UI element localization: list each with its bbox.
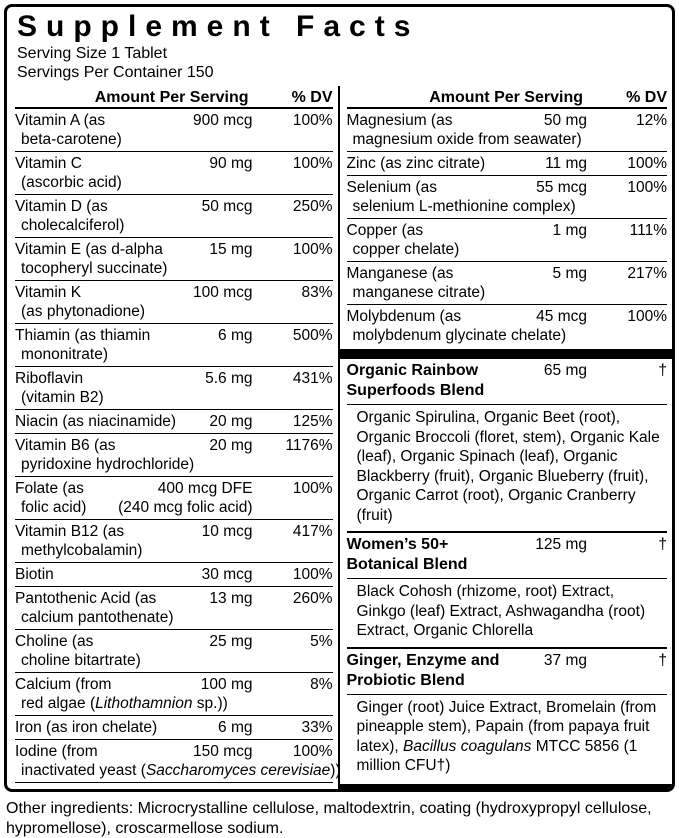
facts-columns [7,86,672,792]
panel-title: Supplement Facts [17,10,420,43]
nutrient-name: Manganese (as [346,265,454,282]
nutrient-dv: 12% [635,112,667,129]
servings-per-container: Servings Per Container 150 [17,63,214,81]
nutrient-dv: 83% [301,284,333,301]
nutrient-name: selenium L-methionine complex) [352,198,576,215]
nutrient-name: (ascorbic acid) [21,174,122,191]
nutrient-amount: 13 mg [209,590,253,607]
blend-header [347,359,668,404]
nutrient-dv: 111% [629,222,667,239]
nutrient-dv: 100% [292,241,333,258]
blend-title: Organic Rainbow [346,362,479,379]
nutrient-row [347,109,668,151]
nutrient-name: (as phytonadione) [21,303,146,320]
nutrient-name: mononitrate) [21,346,109,363]
nutrient-amount: 20 mg [209,413,253,430]
nutrient-name: Biotin [15,566,54,583]
nutrient-dv: 125% [292,413,333,430]
nutrient-name: inactivated yeast (Saccharomyces cerevisiae)) [21,762,341,779]
blend-row [347,359,668,531]
nutrient-amount: 900 mcg [193,112,253,129]
nutrient-dv: 100% [627,179,667,196]
nutrient-amount: 6 mg [218,327,253,344]
nutrient-name: Vitamin B6 (as [15,437,116,454]
nutrient-dv: 100% [292,112,333,129]
nutrient-row [15,519,333,562]
left-column [7,86,340,792]
nutrient-row [347,218,668,261]
nutrient-dv: 417% [292,523,333,540]
nutrient-name: Folate (as [15,480,84,497]
amount-per-serving-header: Amount Per Serving [429,89,583,106]
nutrient-amount: 1 mg [552,222,587,239]
blend-ingredients: Organic Spirulina, Organic Beet (root), Organic Broccoli (floret, stem), Organic Kale (leaf), Organic Spinach (leaf), Organic Blackberry (fruit), Organic Blueberry (fruit), Organic Carrot (root), Organic Cranberry (fruit) [347,404,668,531]
nutrient-dv: 100% [292,480,333,497]
nutrient-row [15,280,333,323]
right-column-header [347,86,668,109]
nutrient-row [15,237,333,280]
nutrient-name: tocopheryl succinate) [21,260,168,277]
blend-row [347,647,668,782]
nutrient-name: cholecalciferol) [21,217,125,234]
nutrient-dv: 100% [627,155,667,172]
blend-amount: 125 mg [535,536,587,553]
right-nutrient-list [347,109,668,347]
nutrient-amount: 50 mg [543,112,587,129]
nutrient-name: Vitamin D (as [15,198,108,215]
percent-dv-header: % DV [291,89,333,106]
nutrient-dv: 250% [292,198,333,215]
serving-size: Serving Size 1 Tablet [17,45,168,62]
nutrient-amount: (240 mcg folic acid) [118,499,253,516]
nutrient-amount: 100 mcg [193,284,253,301]
blend-section-separator-bar [340,349,673,359]
nutrient-dv: 100% [292,743,333,760]
nutrient-name: Selenium (as [346,179,437,196]
nutrient-name: Iodine (from [15,743,98,760]
nutrient-amount: 15 mg [209,241,253,258]
blend-header [347,649,668,694]
nutrient-row [15,194,333,237]
left-nutrient-list [15,109,341,783]
nutrient-name: copper chelate) [352,241,460,258]
nutrient-name: Vitamin C [15,155,82,172]
blend-ingredients: Black Cohosh (rhizome, root) Extract, Ginkgo (leaf) Extract, Ashwagandha (root) Extract, Organic Chlorella [347,578,668,647]
nutrient-amount: 5 mg [552,265,587,282]
nutrient-amount: 5.6 mg [205,370,253,387]
nutrient-row [347,175,668,218]
nutrient-name: manganese citrate) [352,284,486,301]
amount-per-serving-header: Amount Per Serving [94,89,249,106]
nutrient-amount: 11 mg [545,155,587,172]
nutrient-row [15,109,333,151]
nutrient-row [347,151,668,175]
nutrient-row [15,586,333,629]
nutrient-name: magnesium oxide from seawater) [352,131,582,148]
nutrient-name: Calcium (from [15,676,112,693]
nutrient-dv: 100% [292,155,333,172]
nutrient-row [15,476,333,519]
nutrient-name: Molybdenum (as [346,308,462,325]
nutrient-dv: 1176% [285,437,333,454]
supplement-facts-panel [4,4,675,792]
nutrient-row [15,715,333,739]
nutrient-name: Vitamin B12 (as [15,523,125,540]
nutrient-name: calcium pantothenate) [21,609,174,626]
nutrient-name: Choline (as [15,633,94,650]
nutrient-amount: 55 mcg [536,179,587,196]
nutrient-name: Vitamin E (as d-alpha [15,241,163,258]
nutrient-name: folic acid) [21,499,87,516]
blend-amount: 65 mg [543,362,587,379]
nutrient-amount: 45 mcg [536,308,587,325]
blend-title: Probiotic Blend [346,671,465,689]
other-ingredients: Other ingredients: Microcrystalline cellulose, maltodextrin, coating (hydroxypropyl cellulose, hypromellose), croscarmellose sodium. [6,800,652,837]
nutrient-name: (vitamin B2) [21,389,104,406]
blend-dv: † [658,362,667,379]
nutrient-amount: 400 mcg DFE [157,480,253,497]
nutrient-name: beta-carotene) [21,131,122,148]
nutrient-name: Riboflavin [15,370,84,387]
nutrient-amount: 10 mcg [201,523,253,540]
nutrient-row [15,629,333,672]
footnote-separator-bar [340,784,673,793]
nutrient-row [15,409,333,433]
nutrient-name: red algae (Lithothamnion sp.)) [21,695,228,712]
blend-list [347,359,668,782]
panel-header [7,7,672,82]
nutrient-amount: 50 mcg [201,198,253,215]
nutrient-name: Vitamin K [15,284,82,301]
nutrient-dv: 5% [310,633,333,650]
nutrient-name: Copper (as [346,222,424,239]
left-column-header [15,86,333,109]
nutrient-dv: 33% [301,719,333,736]
nutrient-dv: 217% [627,265,667,282]
nutrient-name: Niacin (as niacinamide) [15,413,177,430]
blend-title: Botanical Blend [346,556,468,573]
nutrient-row [15,672,333,715]
blend-title: Superfoods Blend [346,382,485,399]
nutrient-dv: 100% [627,308,667,325]
nutrient-row [15,323,333,366]
nutrient-amount: 90 mg [209,155,253,172]
blend-header [347,533,668,578]
nutrient-amount: 30 mcg [201,566,253,583]
percent-dv-header: % DV [626,89,667,106]
nutrient-name: Vitamin A (as [15,112,106,129]
blend-amount: 37 mg [543,651,587,669]
nutrient-name: Iron (as iron chelate) [15,719,158,736]
nutrient-dv: 260% [292,590,333,607]
nutrient-row [15,151,333,194]
nutrient-amount: 150 mcg [193,743,253,760]
nutrient-amount: 100 mg [200,676,253,693]
blend-ingredients: Ginger (root) Juice Extract, Bromelain (from pineapple stem), Papain (from papaya fruit latex), Bacillus coagulans MTCC 5856 (1 million CFU†) [347,694,668,782]
nutrient-row [347,304,668,347]
nutrient-dv: 500% [292,327,333,344]
blend-dv: † [658,651,667,669]
nutrient-name: Pantothenic Acid (as [15,590,157,607]
blend-dv: † [658,536,667,553]
nutrient-row [15,562,333,586]
nutrient-row [15,739,341,782]
blend-title: Ginger, Enzyme and [346,651,500,669]
nutrient-amount: 6 mg [218,719,253,736]
nutrient-row [15,366,333,409]
nutrient-row [347,261,668,304]
nutrient-name: Zinc (as zinc citrate) [346,155,486,172]
nutrient-dv: 431% [292,370,333,387]
nutrient-name: Magnesium (as [346,112,453,129]
nutrient-amount: 20 mg [209,437,253,454]
nutrient-row [15,433,333,476]
nutrient-dv: 8% [310,676,333,693]
nutrient-name: pyridoxine hydrochloride) [21,456,195,473]
nutrient-name: choline bitartrate) [21,652,141,669]
nutrient-amount: 25 mg [209,633,253,650]
blend-title: Women’s 50+ [346,536,449,553]
nutrient-name: molybdenum glycinate chelate) [352,327,567,344]
right-column [340,86,673,792]
nutrient-name: Thiamin (as thiamin [15,327,151,344]
nutrient-name: methylcobalamin) [21,542,143,559]
nutrient-dv: 100% [292,566,333,583]
blend-row [347,531,668,647]
